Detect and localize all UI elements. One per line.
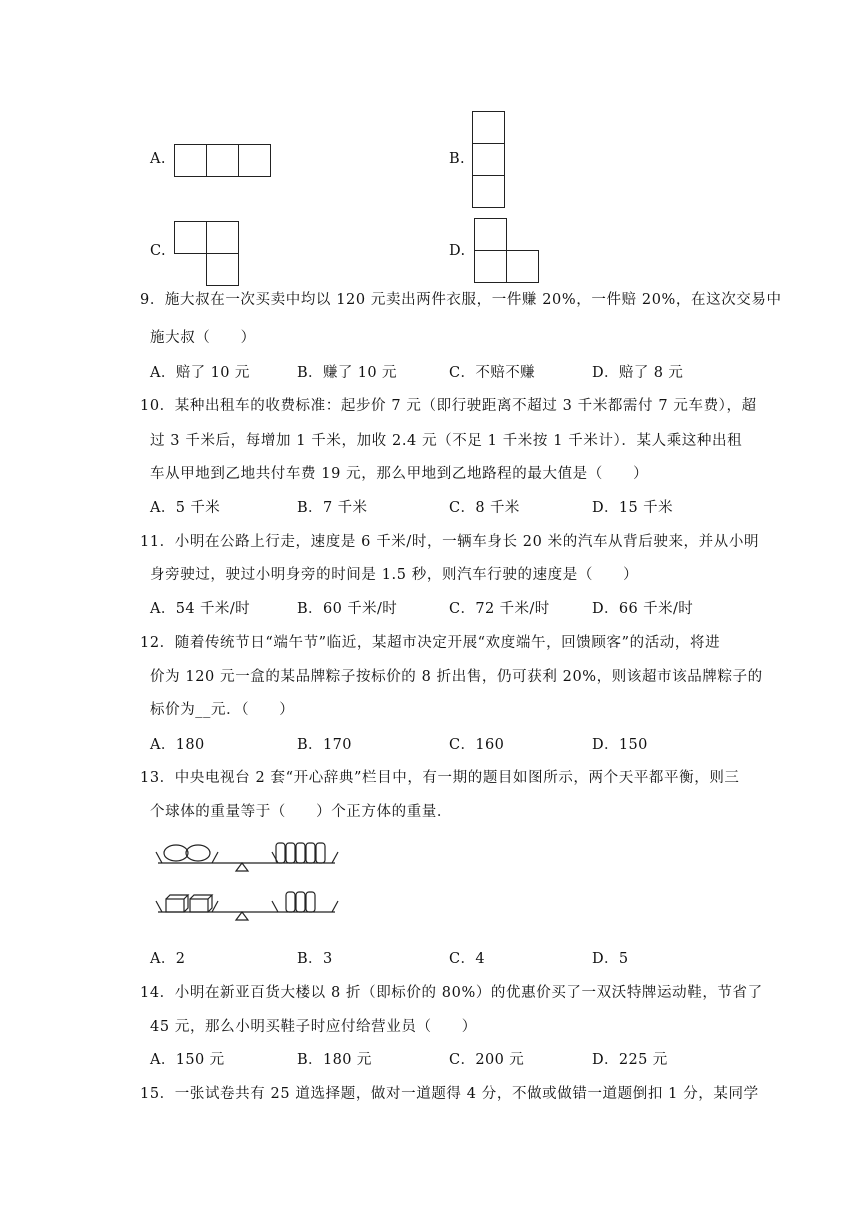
q10-option-d: D．15 千米	[592, 500, 673, 516]
q9-option-c: C．不赔不赚	[449, 365, 535, 381]
q11-option-b: B．60 千米/时	[297, 601, 398, 617]
ball-shape	[164, 845, 188, 861]
q9-option-d: D．赔了 8 元	[592, 365, 684, 381]
q14-option-d: D．225 元	[592, 1052, 668, 1068]
q13-option-b: B．3	[297, 951, 333, 967]
q12-option-a: A．180	[150, 737, 205, 753]
q8-option-b-label: B.	[449, 151, 466, 167]
cube-shape	[276, 843, 285, 863]
q11-option-c: C．72 千米/时	[449, 601, 550, 617]
q9-line-2: 施大叔（ ）	[150, 330, 256, 346]
balance-scales-figure	[150, 830, 350, 930]
q11-option-d: D．66 千米/时	[592, 601, 694, 617]
q14-line-1: 14．小明在新亚百货大楼以 8 折（即标价的 80%）的优惠价买了一双沃特牌运动鞋，节省了	[140, 985, 763, 1001]
cylinder-shape	[306, 892, 315, 912]
cylinder-shape	[286, 892, 295, 912]
cube-shape	[286, 843, 295, 863]
q15-line-1: 15．一张试卷共有 25 道选择题，做对一道题得 4 分，不做或做错一道题倒扣 1 分，某同学	[140, 1086, 759, 1102]
q11-option-a: A．54 千米/时	[150, 601, 251, 617]
upper-balance	[156, 843, 338, 871]
cube-shape	[190, 899, 208, 912]
ball-shape	[186, 845, 210, 861]
q14-line-2: 45 元，那么小明买鞋子时应付给营业员（ ）	[150, 1019, 477, 1035]
q9-option-b: B．赚了 10 元	[297, 365, 397, 381]
q12-option-d: D．150	[592, 737, 648, 753]
q10-line-3: 车从甲地到乙地共付车费 19 元，那么甲地到乙地路程的最大值是（ ）	[150, 466, 649, 482]
q13-option-a: A．2	[150, 951, 186, 967]
cube-shape	[306, 843, 315, 863]
q10-line-1: 10．某种出租车的收费标准：起步价 7 元（即行驶距离不超过 3 千米都需付 7 元车费），超	[140, 398, 757, 414]
q13-line-2: 个球体的重量等于（ ）个正方体的重量．	[150, 804, 452, 820]
q12-option-c: C．160	[449, 737, 505, 753]
q13-option-c: C．4	[449, 951, 486, 967]
q9-option-a: A．赔了 10 元	[150, 365, 250, 381]
q14-option-c: C．200 元	[449, 1052, 525, 1068]
q12-line-1: 12．随着传统节日“端午节”临近，某超市决定开展“欢度端午，回馈顾客”的活动，将进	[140, 635, 721, 651]
cube-shape	[296, 843, 305, 863]
q10-option-a: A．5 千米	[150, 500, 221, 516]
q10-option-b: B．7 千米	[297, 500, 368, 516]
cube-shape	[166, 899, 184, 912]
q12-line-2: 价为 120 元一盒的某品牌粽子按标价的 8 折出售，仍可获利 20%，则该超市该品牌粽子的	[150, 669, 763, 685]
q13-option-d: D．5	[592, 951, 629, 967]
q12-option-b: B．170	[297, 737, 352, 753]
q8-option-a-label: A.	[150, 151, 166, 167]
q11-line-1: 11．小明在公路上行走，速度是 6 千米/时，一辆车身长 20 米的汽车从背后驶来，并从小明	[140, 534, 760, 550]
cylinder-shape	[296, 892, 305, 912]
q10-option-c: C．8 千米	[449, 500, 520, 516]
cube-shape	[316, 843, 325, 863]
q13-line-1: 13．中央电视台 2 套“开心辞典”栏目中，有一期的题目如图所示，两个天平都平衡，则三	[140, 770, 740, 786]
q10-line-2: 过 3 千米后，每增加 1 千米，加收 2.4 元（不足 1 千米按 1 千米计）．某人乘这种出租	[150, 433, 743, 449]
q8-option-d-label: D.	[449, 243, 466, 259]
q12-line-3: 标价为__元．（ ）	[150, 702, 295, 718]
lower-balance	[156, 892, 338, 920]
q14-option-a: A．150 元	[150, 1052, 225, 1068]
q14-option-b: B．180 元	[297, 1052, 372, 1068]
q8-option-c-label: C.	[150, 243, 166, 259]
q9-line-1: 9．施大叔在一次买卖中均以 120 元卖出两件衣服，一件赚 20%，一件赔 20%，在这次交易中	[140, 292, 782, 308]
q11-line-2: 身旁驶过，驶过小明身旁的时间是 1.5 秒，则汽车行驶的速度是（ ）	[150, 567, 639, 583]
